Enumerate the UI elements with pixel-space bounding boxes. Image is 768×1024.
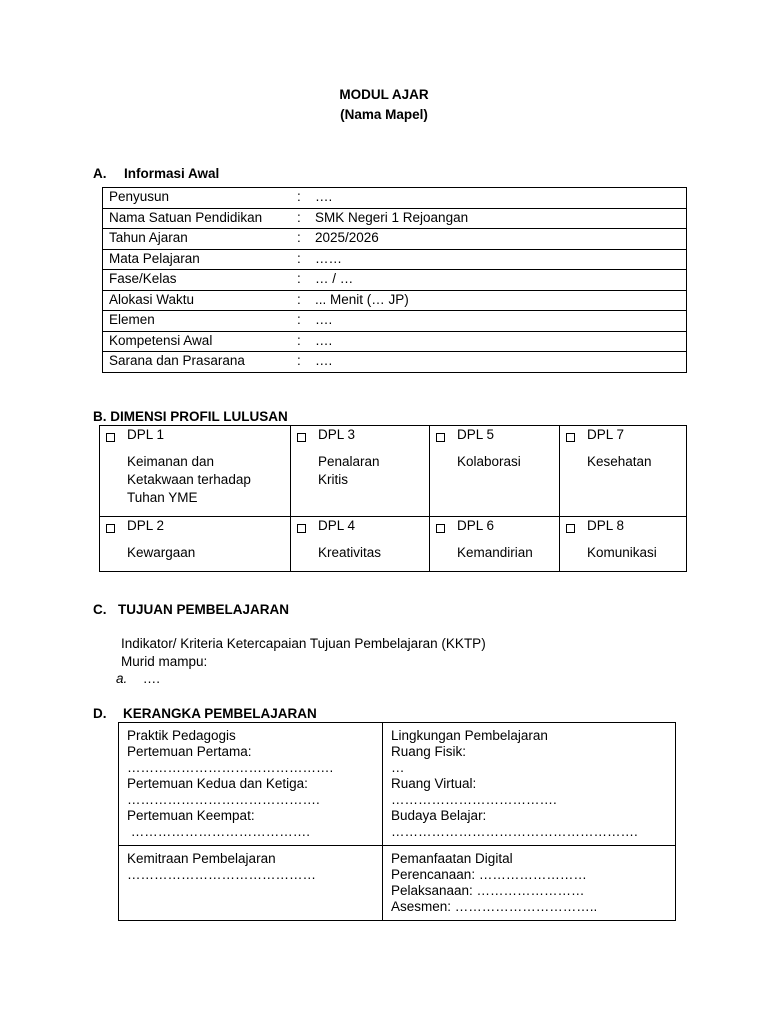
dpl-description <box>127 544 195 562</box>
frame-line: …………………………………. <box>127 824 311 839</box>
frame-line: ………………………………………. <box>127 760 334 775</box>
dpl-desc-line: Tuhan YME <box>127 490 198 505</box>
praktik-pedagogis-cell <box>119 723 383 846</box>
info-row <box>103 311 687 332</box>
dpl-desc-line: Ketakwaan terhadap <box>127 472 251 487</box>
dpl-cell[interactable] <box>430 517 559 571</box>
dpl-desc-line: Kewargaan <box>127 545 196 560</box>
dpl-title: DPL 4 <box>318 518 356 533</box>
section-a-heading <box>93 166 219 181</box>
dpl-cell[interactable] <box>100 517 290 571</box>
dpl-cell[interactable] <box>291 517 429 571</box>
info-colon: : <box>297 249 309 270</box>
section-c-marker: C. <box>93 602 107 617</box>
document-title: MODUL AJAR <box>339 87 429 102</box>
dpl-title: DPL 7 <box>587 427 625 442</box>
info-row <box>103 270 687 291</box>
checkbox-icon[interactable] <box>106 433 115 442</box>
frame-line: Praktik Pedagogis <box>127 728 236 743</box>
info-row <box>103 229 687 250</box>
kemitraan-pembelajaran-cell <box>119 846 383 921</box>
pemanfaatan-digital-cell <box>383 846 676 921</box>
kktp-line: Indikator/ Kriteria Ketercapaian Tujuan Pembelajaran (KKTP) <box>121 636 486 651</box>
dpl-description <box>587 453 652 471</box>
frame-line: Pelaksanaan: …………………… <box>391 883 585 898</box>
dpl-description <box>457 453 521 471</box>
dpl-description <box>318 544 381 562</box>
lingkungan-pembelajaran-cell <box>383 723 676 846</box>
checkbox-icon[interactable] <box>297 524 306 533</box>
section-c-heading <box>93 602 289 617</box>
dpl-desc-line: Kreativitas <box>318 545 382 560</box>
frame-table <box>118 722 676 921</box>
info-label: Penyusun <box>103 188 298 209</box>
info-label: Nama Satuan Pendidikan <box>103 208 298 229</box>
dpl-description <box>318 453 380 489</box>
info-value: … / … <box>309 270 687 291</box>
objective-text: …. <box>142 671 161 686</box>
frame-line: Ruang Virtual: <box>391 776 477 791</box>
dpl-desc-line: Kesehatan <box>587 454 652 469</box>
info-row <box>103 188 687 209</box>
dpl-desc-line: Kemandirian <box>457 545 533 560</box>
info-row <box>103 352 687 373</box>
section-b-heading: B. DIMENSI PROFIL LULUSAN <box>93 409 288 424</box>
checkbox-icon[interactable] <box>297 433 306 442</box>
frame-line: ……………………………………. <box>127 792 320 807</box>
section-a-title: Informasi Awal <box>124 166 220 181</box>
checkbox-icon[interactable] <box>436 433 445 442</box>
checkbox-icon[interactable] <box>566 433 575 442</box>
frame-line: Pemanfaatan Digital <box>391 851 513 866</box>
frame-line: Pertemuan Kedua dan Ketiga: <box>127 776 308 791</box>
dpl-desc-line: Komunikasi <box>587 545 657 560</box>
info-row <box>103 208 687 229</box>
info-value: …. <box>309 352 687 373</box>
info-table <box>102 187 687 373</box>
info-value: SMK Negeri 1 Rejoangan <box>309 208 687 229</box>
info-value: ... Menit (… JP) <box>309 290 687 311</box>
info-row <box>103 331 687 352</box>
info-colon: : <box>297 229 309 250</box>
info-label: Fase/Kelas <box>103 270 298 291</box>
frame-line: Asesmen: ………………………….. <box>391 899 598 914</box>
section-d-title: KERANGKA PEMBELAJARAN <box>123 706 317 721</box>
info-row <box>103 249 687 270</box>
frame-line: Kemitraan Pembelajaran <box>127 851 276 866</box>
objective-item <box>116 670 160 687</box>
info-value: …. <box>309 188 687 209</box>
dpl-cell[interactable] <box>560 517 686 571</box>
dpl-desc-line: Penalaran <box>318 454 380 469</box>
info-label: Alokasi Waktu <box>103 290 298 311</box>
info-label: Elemen <box>103 311 298 332</box>
dpl-cell[interactable] <box>430 426 559 516</box>
frame-line: ………………………………………………. <box>391 824 638 839</box>
frame-line: Lingkungan Pembelajaran <box>391 728 548 743</box>
dpl-title: DPL 6 <box>457 518 495 533</box>
frame-line: Budaya Belajar: <box>391 808 487 823</box>
section-d-heading <box>93 706 317 721</box>
frame-line: … <box>391 760 405 775</box>
dpl-desc-line: Keimanan dan <box>127 454 215 469</box>
info-colon: : <box>297 270 309 291</box>
info-value: …… <box>309 249 687 270</box>
info-colon: : <box>297 188 309 209</box>
frame-line: Pertemuan Pertama: <box>127 744 252 759</box>
dpl-title: DPL 5 <box>457 427 495 442</box>
dpl-cell[interactable] <box>100 426 290 516</box>
dpl-description <box>127 453 251 507</box>
info-value: 2025/2026 <box>309 229 687 250</box>
info-label: Mata Pelajaran <box>103 249 298 270</box>
checkbox-icon[interactable] <box>106 524 115 533</box>
info-label: Sarana dan Prasarana <box>103 352 298 373</box>
dpl-title: DPL 2 <box>127 518 165 533</box>
section-c-title: TUJUAN PEMBELAJARAN <box>118 602 290 617</box>
dpl-table <box>99 425 687 572</box>
dpl-title: DPL 1 <box>127 427 165 442</box>
info-row <box>103 290 687 311</box>
objective-marker: a. <box>116 671 128 686</box>
info-colon: : <box>297 208 309 229</box>
info-value: …. <box>309 311 687 332</box>
checkbox-icon[interactable] <box>566 524 575 533</box>
dpl-cell[interactable] <box>560 426 686 516</box>
dpl-desc-line: Kolaborasi <box>457 454 521 469</box>
dpl-cell[interactable] <box>291 426 429 516</box>
dpl-description <box>457 544 533 562</box>
info-colon: : <box>297 290 309 311</box>
dpl-title: DPL 3 <box>318 427 356 442</box>
info-value: …. <box>309 331 687 352</box>
document-subtitle: (Nama Mapel) <box>340 107 428 122</box>
checkbox-icon[interactable] <box>436 524 445 533</box>
dpl-description <box>587 544 657 562</box>
info-colon: : <box>297 352 309 373</box>
dpl-title: DPL 8 <box>587 518 625 533</box>
info-label: Kompetensi Awal <box>103 331 298 352</box>
dpl-desc-line: Kritis <box>318 472 348 487</box>
section-d-marker: D. <box>93 706 107 721</box>
info-colon: : <box>297 311 309 332</box>
frame-line: Perencanaan: …………………… <box>391 867 587 882</box>
frame-line: Pertemuan Keempat: <box>127 808 255 823</box>
info-colon: : <box>297 331 309 352</box>
murid-mampu-line: Murid mampu: <box>121 654 208 669</box>
frame-line: Ruang Fisik: <box>391 744 467 759</box>
frame-line: …………………………………… <box>127 867 316 882</box>
info-label: Tahun Ajaran <box>103 229 298 250</box>
section-a-marker: A. <box>93 166 107 181</box>
frame-line: ………………………………. <box>391 792 557 807</box>
